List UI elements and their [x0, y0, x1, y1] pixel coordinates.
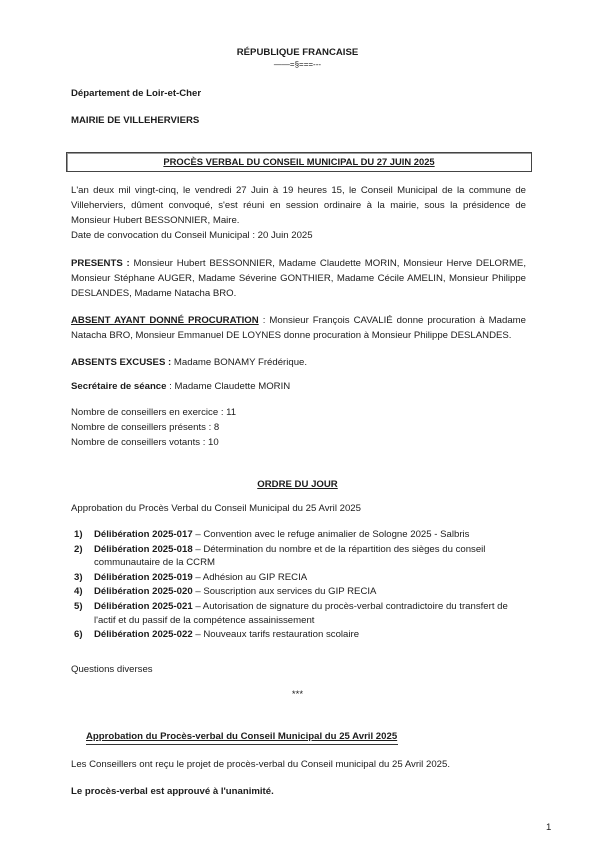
presents-label: PRESENTS :	[71, 258, 130, 269]
convocation-date: Date de convocation du Conseil Municipal : 20 Juin 2025	[71, 230, 313, 241]
agenda-item	[74, 543, 524, 570]
agenda-item	[74, 585, 524, 599]
procuration-text: : Monsieur François CAVALIÉ donne procuration à Madame Natacha BRO, Monsieur Emmanuel DE LOYNES donne procuration à Monsieur Philippe DESLANDES.	[71, 315, 526, 341]
questions-diverses: Questions diverses	[71, 664, 153, 675]
excuses-paragraph	[71, 355, 526, 370]
procuration-paragraph	[71, 313, 526, 343]
secretaire-label: Secrétaire de séance	[71, 381, 167, 392]
agenda-item-label: Délibération 2025-022	[94, 629, 193, 641]
excuses-label: ABSENTS EXCUSES :	[71, 357, 172, 368]
agenda-heading: ORDRE DU JOUR	[257, 479, 338, 490]
agenda-item-number: 5)	[74, 600, 83, 612]
agenda-item-label: Délibération 2025-021	[94, 600, 193, 612]
count-presents: Nombre de conseillers présents : 8	[71, 422, 220, 433]
mairie-label: MAIRIE DE VILLEHERVIERS	[71, 115, 200, 126]
agenda-item-label: Délibération 2025-017	[94, 529, 193, 540]
agenda-item-label: Délibération 2025-019	[94, 571, 193, 583]
excuses-text: Madame BONAMY Frédérique.	[173, 357, 308, 368]
agenda-item-number: 6)	[74, 629, 83, 641]
count-votants: Nombre de conseillers votants : 10	[71, 437, 219, 448]
count-exercice: Nombre de conseillers en exercice : 11	[71, 407, 237, 418]
agenda-item-text: – Adhésion au GIP RECIA	[192, 571, 308, 583]
agenda-item-text: – Convention avec le refuge animalier de Sologne 2025 - Salbris	[192, 529, 470, 540]
agenda-approval: Approbation du Procès Verbal du Conseil Municipal du 25 Avril 2025	[71, 503, 361, 514]
department-label: Département de Loir-et-Cher	[71, 88, 202, 99]
agenda-item-text: – Détermination du nombre et de la répartition des sièges du conseil communautaire de la CCRM	[94, 543, 486, 569]
procuration-label: ABSENT AYANT DONNÉ PROCURATION	[71, 315, 259, 326]
agenda-item-text: – Autorisation de signature du procès-verbal contradictoire du transfert de l'actif et du passif de la compétence assainissement	[94, 600, 508, 626]
agenda-item	[74, 600, 524, 627]
intro-text: L'an deux mil vingt-cinq, le vendredi 27 Juin à 19 heures 15, le Conseil Municipal de la commune de Villeherviers, dûment convoqué, s'est réuni en session ordinaire à la mairie, sous la présidence de Monsieur Hubert BESSONNIER, Maire.	[71, 185, 526, 226]
counts-block	[71, 405, 526, 450]
agenda-item	[74, 528, 524, 542]
presents-paragraph	[71, 256, 526, 301]
section-approval-text: Les Conseillers ont reçu le projet de procès-verbal du Conseil municipal du 25 Avril 2025.	[71, 759, 450, 770]
agenda-item-label: Délibération 2025-018	[94, 543, 193, 555]
title-box	[66, 152, 532, 172]
agenda-item	[74, 628, 524, 642]
agenda-item-label: Délibération 2025-020	[94, 586, 193, 598]
separator: ——=§===---	[273, 60, 322, 69]
agenda-item-text: – Souscription aux services du GIP RECIA	[192, 586, 377, 598]
agenda-item-number: 2)	[74, 543, 83, 555]
agenda-item-number: 4)	[74, 586, 83, 598]
section-approval-result: Le procès-verbal est approuvé à l'unanimité.	[71, 786, 274, 797]
secretaire-text: : Madame Claudette MORIN	[169, 381, 291, 392]
agenda-list	[74, 528, 524, 643]
section-approval-title: Approbation du Procès-verbal du Conseil Municipal du 25 Avril 2025	[86, 731, 398, 745]
document-title: PROCÈS VERBAL DU CONSEIL MUNICIPAL DU 27 JUIN 2025	[163, 156, 435, 167]
agenda-item-number: 1)	[74, 529, 83, 540]
page-number: 1	[546, 822, 552, 833]
section-stars: ***	[291, 689, 304, 700]
agenda-item-text: – Nouveaux tarifs restauration scolaire	[192, 629, 360, 641]
agenda-item-number: 3)	[74, 571, 83, 583]
country-heading: RÉPUBLIQUE FRANCAISE	[236, 47, 359, 58]
agenda-item	[74, 571, 524, 585]
intro-paragraph	[71, 183, 526, 243]
secretaire-paragraph	[71, 379, 526, 394]
presents-text: Monsieur Hubert BESSONNIER, Madame Claudette MORIN, Monsieur Herve DELORME, Monsieur Stéphane AUGER, Madame Séverine GONTHIER, Madame Cécile AMELIN, Monsieur Philippe DESLANDES, Madame Natacha BRO.	[71, 258, 526, 299]
